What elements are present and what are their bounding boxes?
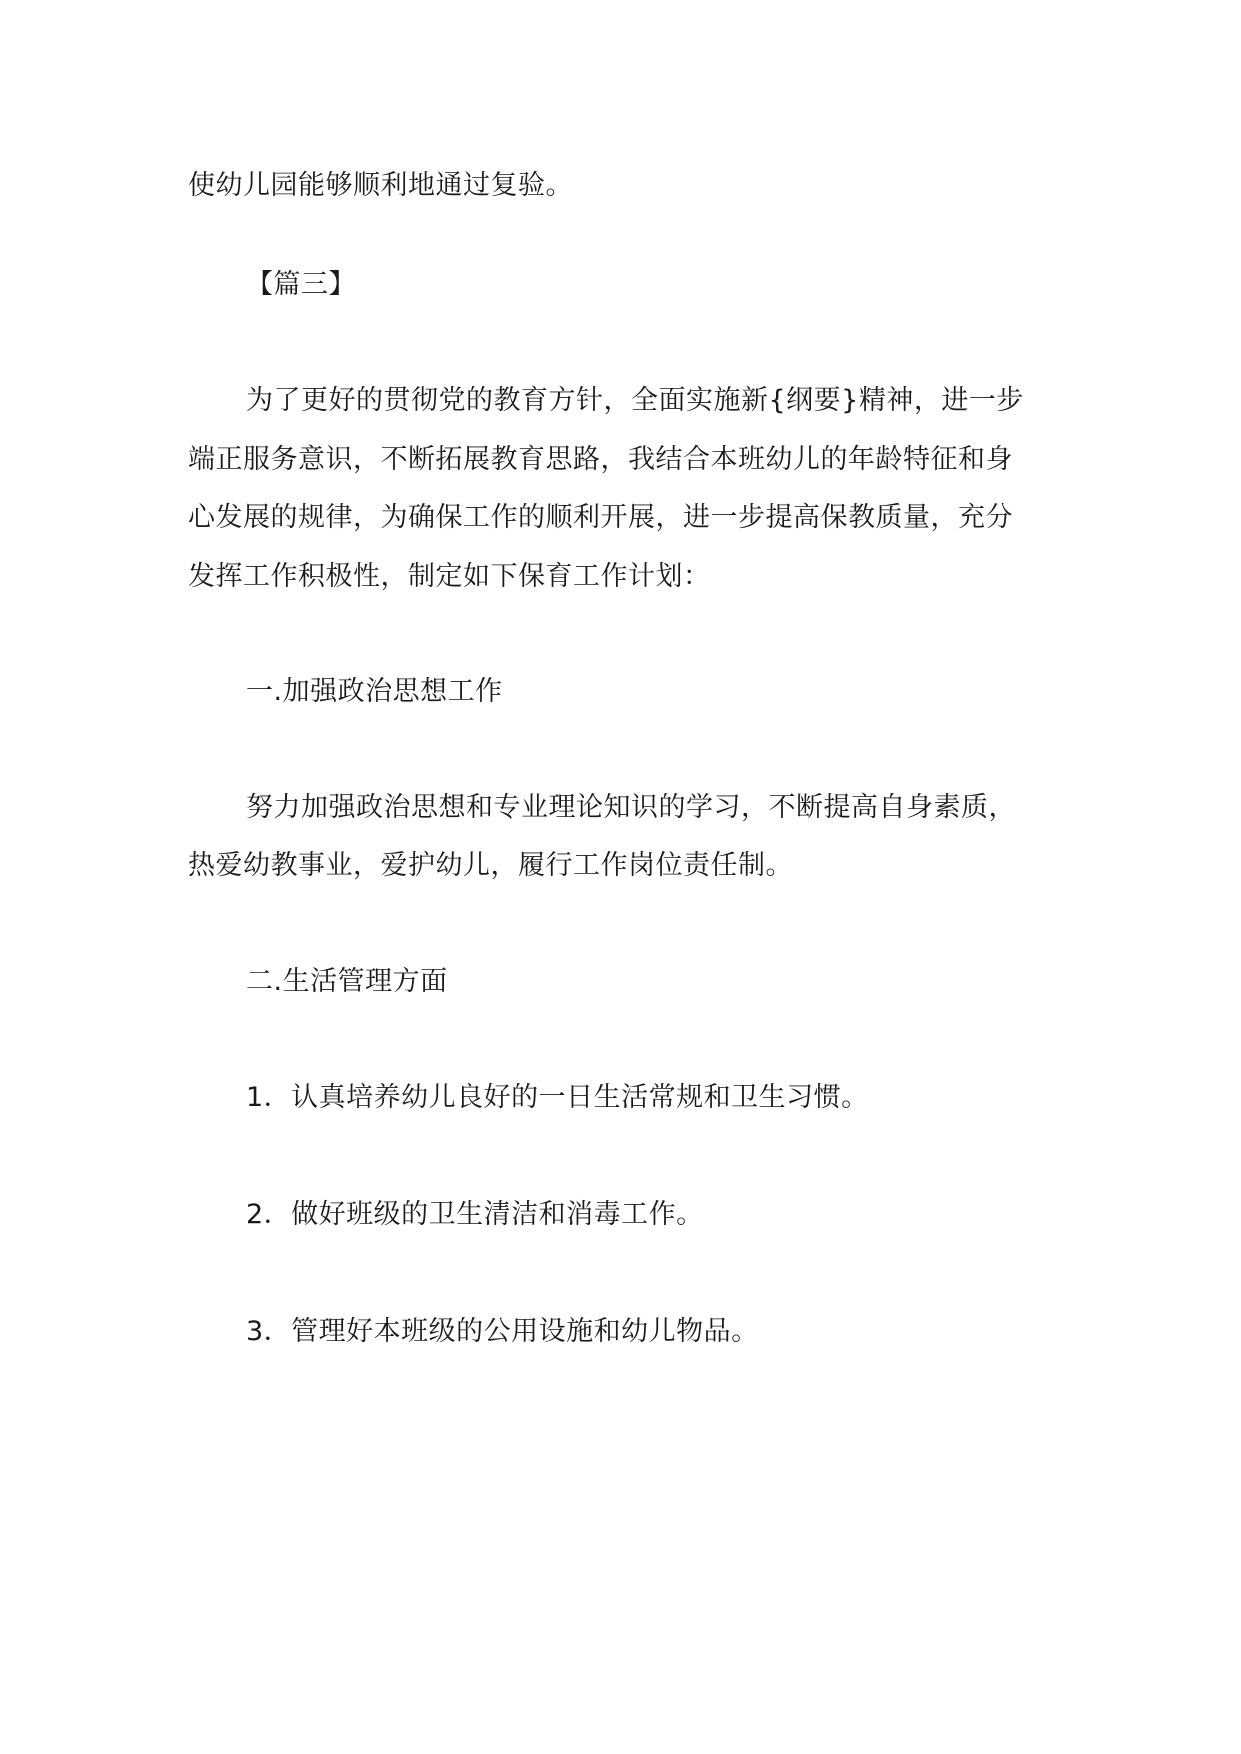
- list-item: 3．管理好本班级的公用设施和幼儿物品。: [246, 1316, 759, 1347]
- paragraph-line: 心发展的规律，为确保工作的顺利开展，进一步提高保教质量，充分: [188, 502, 1013, 533]
- subsection-heading: 二.生活管理方面: [246, 966, 448, 997]
- subsection-heading: 一.加强政治思想工作: [246, 676, 503, 707]
- list-item: 2．做好班级的卫生清洁和消毒工作。: [246, 1199, 704, 1230]
- paragraph-line: 使幼儿园能够顺利地通过复验。: [188, 170, 573, 201]
- list-item: 1．认真培养幼儿良好的一日生活常规和卫生习惯。: [246, 1082, 869, 1113]
- paragraph-line: 热爱幼教事业，爱护幼儿，履行工作岗位责任制。: [188, 850, 793, 881]
- paragraph-line: 端正服务意识，不断拓展教育思路，我结合本班幼儿的年龄特征和身: [188, 444, 1013, 475]
- section-heading: 【篇三】: [246, 269, 356, 300]
- paragraph-line: 发挥工作积极性，制定如下保育工作计划：: [188, 561, 711, 592]
- paragraph-line: 努力加强政治思想和专业理论知识的学习，不断提高自身素质，: [246, 792, 1016, 823]
- paragraph-line: 为了更好的贯彻党的教育方针，全面实施新{纲要}精神，进一步: [246, 385, 1024, 416]
